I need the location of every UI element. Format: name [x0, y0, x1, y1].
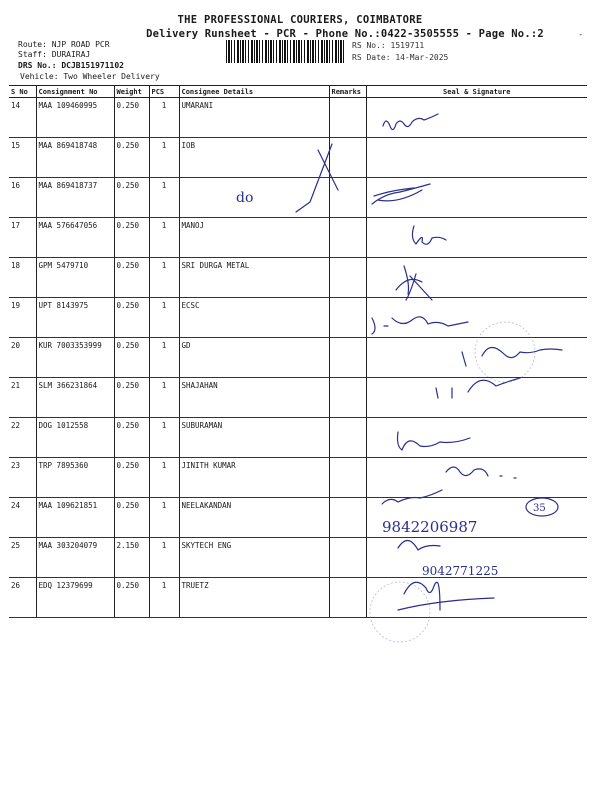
barcode — [226, 40, 346, 63]
sno-cell: 19 — [9, 298, 36, 338]
weight-cell: 0.250 — [114, 578, 149, 618]
sno-cell: 15 — [9, 138, 36, 178]
handwritten-phone-1: 9842206987 — [382, 518, 478, 536]
seal-signature-cell — [366, 218, 587, 258]
seal-signature-cell — [366, 178, 587, 218]
table-row — [9, 578, 587, 618]
consignment-cell: MAA 109621851 — [36, 498, 114, 538]
sno-cell: 23 — [9, 458, 36, 498]
pcs-cell: 1 — [149, 538, 179, 578]
drs-number: DRS No.: DCJB151971102 — [18, 61, 124, 70]
sno-cell: 24 — [9, 498, 36, 538]
sno-cell: 22 — [9, 418, 36, 458]
remarks-cell — [329, 338, 366, 378]
table-row — [9, 498, 587, 538]
sno-cell: 26 — [9, 578, 36, 618]
weight-cell: 0.250 — [114, 98, 149, 138]
weight-cell: 0.250 — [114, 138, 149, 178]
weight-cell: 0.250 — [114, 218, 149, 258]
pcs-cell: 1 — [149, 178, 179, 218]
sno-cell: 20 — [9, 338, 36, 378]
consignment-cell: MAA 576647056 — [36, 218, 114, 258]
table-row — [9, 418, 587, 458]
table-header — [9, 86, 587, 98]
remarks-cell — [329, 458, 366, 498]
company-title: THE PROFESSIONAL COURIERS, COIMBATORE — [177, 14, 423, 26]
seal-signature-cell — [366, 338, 587, 378]
remarks-cell — [329, 218, 366, 258]
weight-cell: 0.250 — [114, 178, 149, 218]
table-row — [9, 378, 587, 418]
rs-number: RS No.: 1519711 — [352, 41, 425, 50]
table-row — [9, 178, 587, 218]
consignee-cell: SRI DURGA METAL — [179, 258, 329, 298]
table-row — [9, 338, 587, 378]
pcs-cell: 1 — [149, 218, 179, 258]
sno-cell: 18 — [9, 258, 36, 298]
consignment-cell: MAA 109460995 — [36, 98, 114, 138]
consignment-cell: DOG 1012558 — [36, 418, 114, 458]
pcs-cell: 1 — [149, 138, 179, 178]
weight-cell: 0.250 — [114, 298, 149, 338]
consignee-cell: IOB — [179, 138, 329, 178]
consignment-cell: MAA 869418737 — [36, 178, 114, 218]
col-weight: Weight — [114, 86, 149, 98]
seal-signature-cell — [366, 98, 587, 138]
remarks-cell — [329, 258, 366, 298]
consignment-cell: UPT 8143975 — [36, 298, 114, 338]
table-row — [9, 258, 587, 298]
circled-number-text: 35 — [533, 503, 546, 514]
col-seal-signature: Seal & Signature — [366, 86, 587, 98]
remarks-cell — [329, 298, 366, 338]
remarks-cell — [329, 138, 366, 178]
consignment-cell: KUR 7003353999 — [36, 338, 114, 378]
pcs-cell: 1 — [149, 458, 179, 498]
consignee-cell: ECSC — [179, 298, 329, 338]
col-remarks: Remarks — [329, 86, 366, 98]
seal-signature-cell — [366, 538, 587, 578]
remarks-cell — [329, 378, 366, 418]
sno-cell: 21 — [9, 378, 36, 418]
col-pcs: PCS — [149, 86, 179, 98]
vehicle-line: Vehicle: Two Wheeler Delivery — [20, 72, 160, 81]
consignee-cell: JINITH KUMAR — [179, 458, 329, 498]
pcs-cell: 1 — [149, 378, 179, 418]
remarks-cell — [329, 178, 366, 218]
rs-date: RS Date: 14-Mar-2025 — [352, 53, 449, 62]
pcs-cell: 1 — [149, 98, 179, 138]
seal-signature-cell — [366, 378, 587, 418]
table-row — [9, 138, 587, 178]
table-row — [9, 98, 587, 138]
handwritten-phone-2: 9042771225 — [422, 564, 499, 578]
weight-cell: 0.250 — [114, 498, 149, 538]
weight-cell: 0.250 — [114, 458, 149, 498]
pcs-cell: 1 — [149, 498, 179, 538]
pcs-cell: 1 — [149, 258, 179, 298]
consignee-cell — [179, 178, 329, 218]
seal-signature-cell — [366, 138, 587, 178]
consignment-cell: SLM 366231864 — [36, 378, 114, 418]
consignee-cell: MANOJ — [179, 218, 329, 258]
consignee-cell: NEELAKANDAN — [179, 498, 329, 538]
runsheet-subtitle: Delivery Runsheet - PCR - Phone No.:0422-3505555 - Page No.:2 — [146, 28, 544, 40]
weight-cell: 0.250 — [114, 258, 149, 298]
weight-cell: 0.250 — [114, 378, 149, 418]
seal-signature-cell — [366, 578, 587, 618]
pcs-cell: 1 — [149, 338, 179, 378]
staff-line: Staff: DURAIRAJ — [18, 50, 91, 59]
pcs-cell: 1 — [149, 578, 179, 618]
sno-cell: 14 — [9, 98, 36, 138]
weight-cell: 0.250 — [114, 418, 149, 458]
seal-signature-cell — [366, 418, 587, 458]
pcs-cell: 1 — [149, 298, 179, 338]
sno-cell: 17 — [9, 218, 36, 258]
consignee-cell: GD — [179, 338, 329, 378]
table-row — [9, 218, 587, 258]
table-row — [9, 458, 587, 498]
consignee-cell: TRUETZ — [179, 578, 329, 618]
consignment-cell: MAA 869418748 — [36, 138, 114, 178]
table-row — [9, 298, 587, 338]
seal-signature-cell — [366, 298, 587, 338]
seal-signature-cell — [366, 458, 587, 498]
weight-cell: 0.250 — [114, 338, 149, 378]
consignee-cell: SUBURAMAN — [179, 418, 329, 458]
seal-signature-cell — [366, 258, 587, 298]
corner-mark: - — [578, 30, 584, 40]
table-row — [9, 538, 587, 578]
consignment-cell: EDQ 12379699 — [36, 578, 114, 618]
route-line: Route: NJP ROAD PCR — [18, 40, 110, 49]
weight-cell: 2.150 — [114, 538, 149, 578]
col-consignee: Consignee Details — [179, 86, 329, 98]
consignee-cell: SKYTECH ENG — [179, 538, 329, 578]
runsheet-table — [9, 85, 587, 618]
remarks-cell — [329, 98, 366, 138]
sno-cell: 16 — [9, 178, 36, 218]
consignee-cell: UMARANI — [179, 98, 329, 138]
remarks-cell — [329, 418, 366, 458]
consignment-cell: GPM 5479710 — [36, 258, 114, 298]
remarks-cell — [329, 578, 366, 618]
remarks-cell — [329, 498, 366, 538]
col-consignment: Consignment No — [36, 86, 114, 98]
ditto-mark: do — [236, 190, 254, 206]
sno-cell: 25 — [9, 538, 36, 578]
seal-signature-cell — [366, 498, 587, 538]
consignment-cell: MAA 303204079 — [36, 538, 114, 578]
col-sno: S No — [9, 86, 36, 98]
consignee-cell: SHAJAHAN — [179, 378, 329, 418]
remarks-cell — [329, 538, 366, 578]
pcs-cell: 1 — [149, 418, 179, 458]
consignment-cell: TRP 7895360 — [36, 458, 114, 498]
